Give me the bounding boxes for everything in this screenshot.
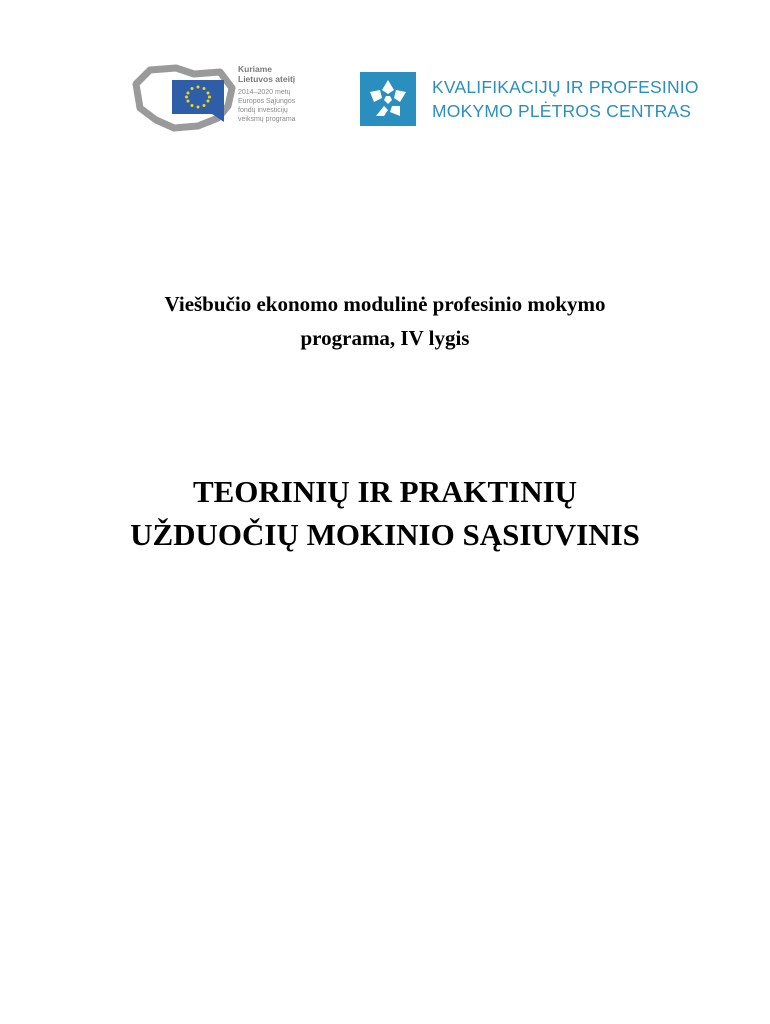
kpmpc-logo — [360, 72, 720, 128]
kpmpc-logo-text — [432, 75, 732, 123]
esf-logo — [128, 62, 308, 132]
esf-line-3: 2014–2020 metų — [238, 89, 291, 96]
esf-logo-text — [238, 64, 314, 124]
esf-line-6: veiksmų programa — [238, 116, 296, 123]
subtitle-line-1: Viešbučio ekonomo modulinė profesinio mokymo — [164, 292, 606, 316]
lithuania-map-eu-flag-icon — [128, 62, 238, 132]
kpmpc-line-1: KVALIFIKACIJŲ IR PROFESINIO — [432, 77, 699, 97]
kpmpc-line-2: MOKYMO PLĖTROS CENTRAS — [432, 101, 692, 121]
esf-line-1: Kuriame — [238, 64, 273, 74]
kpmpc-emblem-icon — [360, 72, 416, 126]
esf-line-5: fondų investicijų — [238, 107, 288, 114]
title-line-2: UŽDUOČIŲ MOKINIO SĄSIUVINIS — [130, 517, 640, 552]
esf-line-4: Europos Sąjungos — [238, 98, 296, 105]
program-subtitle — [100, 287, 670, 355]
subtitle-line-2: programa, IV lygis — [300, 326, 470, 350]
document-title — [60, 470, 710, 556]
title-line-1: TEORINIŲ IR PRAKTINIŲ — [192, 474, 578, 509]
esf-line-2: Lietuvos ateitį — [238, 74, 296, 84]
